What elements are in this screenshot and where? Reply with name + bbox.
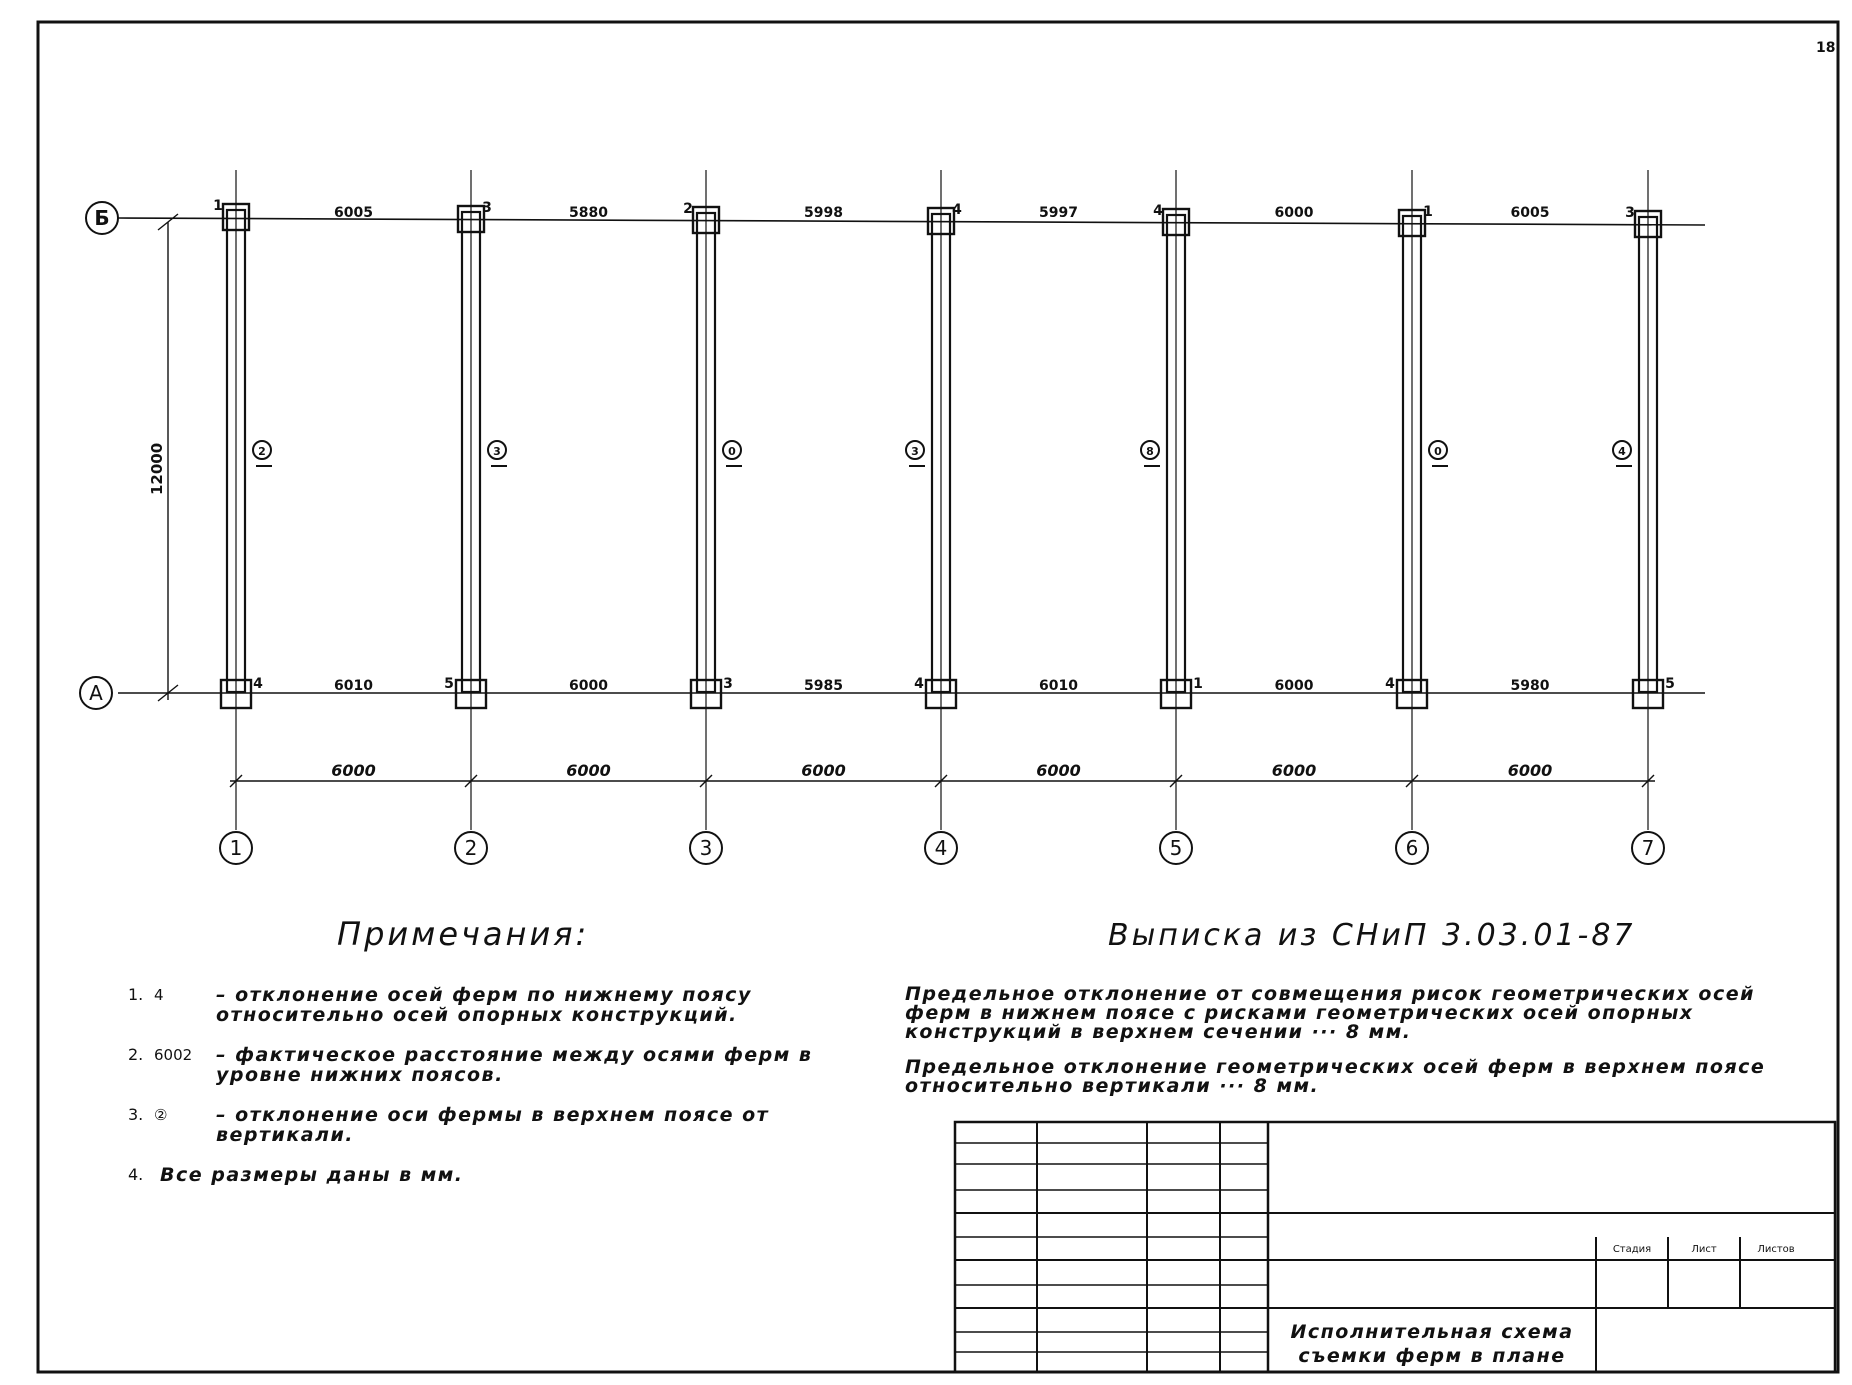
deviation-mark-value: 4 [1618,445,1626,458]
deviation-mark-value: 8 [1146,445,1154,458]
top-offset-number: 3 [1625,205,1635,221]
axis-marker-a-label: А [89,681,103,705]
bottom-span-value: 5980 [1510,678,1550,694]
note-marker: 6002 [154,1046,193,1064]
axis-number: 2 [464,836,478,860]
top-offset-number: 2 [683,201,693,217]
snip-extract [905,985,1785,1112]
axis-spacing-value: 6000 [1036,761,1081,780]
bottom-offset-number: 1 [1193,676,1203,692]
note-text: – фактическое расстояние между осями ферм в уровне нижних поясов. [216,1044,813,1086]
deviation-mark-value: 3 [493,445,501,458]
bottom-offset-number: 4 [1385,676,1395,692]
axis-number: 3 [699,836,713,860]
bottom-span-value: 6000 [569,678,608,694]
note-item [128,1105,828,1145]
axis-spacing-value: 6000 [1507,761,1553,780]
drawing-title: Исполнительная схема съемки ферм в плане [1290,1321,1574,1367]
bottom-offset-number: 5 [1665,676,1675,692]
axis-spacing-value: 6000 [801,761,846,780]
note-number: 3. [128,1105,144,1124]
note-text: – отклонение оси фермы в верхнем поясе от вертикали. [216,1104,770,1146]
top-span-value: 5997 [1039,205,1078,221]
note-text: – отклонение осей ферм по нижнему поясу относительно осей опорных конструкций. [216,984,752,1026]
extract-heading: Выписка из СНиП 3.03.01-87 [1108,918,1636,953]
axis-marker-b-label: Б [94,206,110,230]
note-item [128,985,828,1025]
top-span-value: 6000 [1274,205,1314,221]
bottom-offset-number: 5 [444,676,454,692]
axis-number: 1 [229,836,243,860]
top-span-value: 5998 [804,205,843,221]
notes-list [128,985,828,1205]
top-offset-number: 1 [213,198,223,214]
axis-spacing-value: 6000 [331,761,376,780]
deviation-mark-value: 3 [911,445,919,458]
top-span-value: 5880 [569,205,608,221]
top-offset-number: 3 [482,200,492,216]
bottom-span-value: 6010 [1039,678,1078,694]
note-text: Все размеры даны в мм. [160,1164,464,1186]
tb-header-sheets: Листов [1757,1244,1795,1255]
tb-header-sheet: Лист [1691,1244,1717,1255]
axis-spacing-value: 6000 [1271,761,1317,780]
extract-paragraph: Предельное отклонение геометрических осей ферм в верхнем поясе относительно вертикали ··· 8 мм. [905,1056,1766,1097]
top-span-value: 6005 [1510,205,1550,221]
note-number: 4. [128,1165,144,1184]
deviation-mark-value: 0 [728,445,736,458]
bottom-offset-number: 3 [723,676,733,692]
axis-number: 5 [1169,836,1183,860]
sheet-number: 18 [1816,40,1836,56]
tb-header-stage: Стадия [1612,1244,1652,1255]
notes-heading: Примечания: [337,915,590,953]
axis-spacing-value: 6000 [566,761,611,780]
bottom-span-value: 6010 [334,678,373,694]
top-offset-number: 4 [952,202,962,218]
note-item [128,1045,828,1085]
deviation-mark-value: 2 [258,445,266,458]
bottom-offset-number: 4 [253,676,263,692]
bottom-span-value: 6000 [1274,678,1314,694]
axis-number: 6 [1405,836,1419,860]
extract-paragraph: Предельное отклонение от совмещения рисок геометрических осей ферм в нижнем поясе с рисками геометрических осей опорных конструкций в верхнем сечении ··· 8 мм. [905,983,1755,1043]
bottom-span-value: 5985 [804,678,843,694]
axis-number: 7 [1641,836,1655,860]
note-number: 1. [128,985,144,1004]
top-span-value: 6005 [334,205,373,221]
note-item [128,1165,828,1185]
note-marker: 4 [154,986,164,1004]
vertical-dimension-value: 12000 [148,442,166,495]
deviation-mark-value: 0 [1434,445,1442,458]
note-number: 2. [128,1045,144,1064]
top-offset-number: 1 [1423,204,1433,220]
axis-number: 4 [934,836,948,860]
note-marker: ② [154,1106,168,1124]
bottom-offset-number: 4 [914,676,924,692]
top-offset-number: 4 [1153,203,1163,219]
